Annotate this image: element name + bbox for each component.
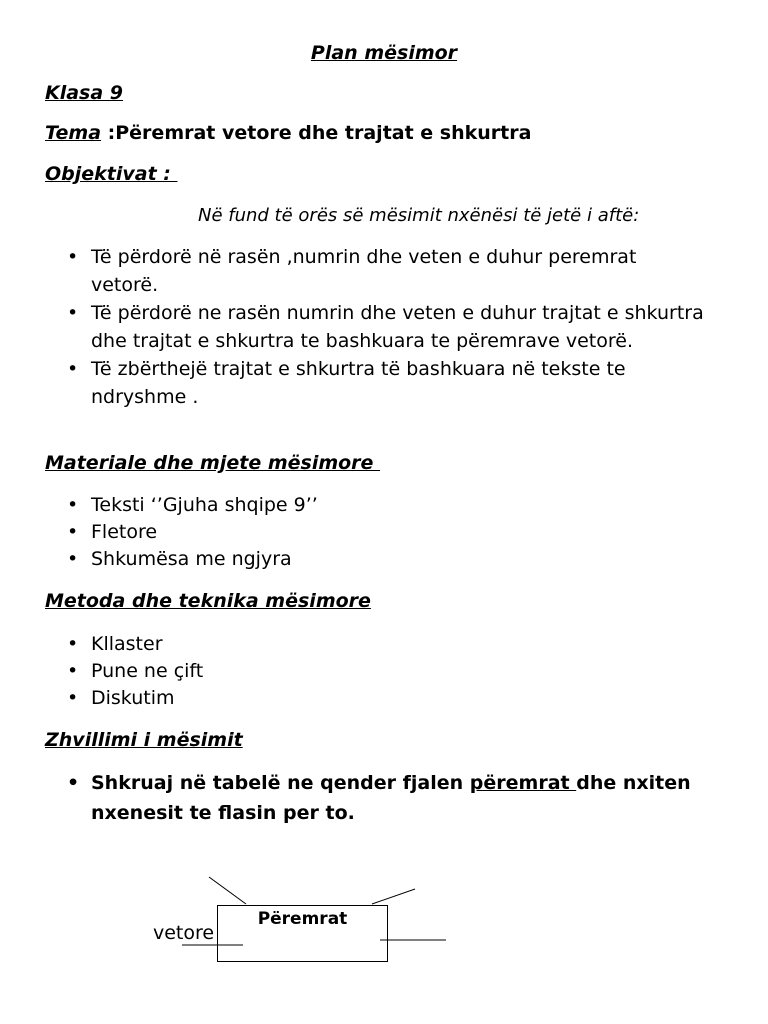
list-item: • Të përdorë në rasën ,numrin dhe veten e duhur peremrat vetorë.: [45, 243, 705, 299]
cluster-line-top-right: [372, 889, 415, 904]
page-title: Plan mësimor: [310, 42, 458, 64]
tema-label: Tema: [45, 122, 102, 144]
cluster-left-label: vetore: [153, 922, 215, 944]
list-item: • Pune ne çift: [45, 658, 203, 685]
cluster-center-box: [217, 905, 388, 962]
list-item: • Shkumësa me ngjyra: [45, 546, 318, 573]
list-item: • Teksti ‘’Gjuha shqipe 9’’: [45, 492, 318, 519]
list-item: • Diskutim: [45, 685, 203, 712]
cluster-center-label: Përemrat: [257, 909, 348, 929]
list-item: • Të përdorë ne rasën numrin dhe veten e duhur trajtat e shkurtra dhe trajtat e shkurtra te bashkuara te përemrave vetorë.: [45, 299, 705, 355]
list-item: • Kllaster: [45, 631, 203, 658]
metoda-heading: Metoda dhe teknika mësimore: [45, 590, 371, 612]
list-item: • Fletore: [45, 519, 318, 546]
tema-text: Përemrat vetore dhe trajtat e shkurtra: [115, 122, 532, 144]
objektivat-intro: Në fund të orës së mësimit nxënësi të jetë i aftë:: [198, 205, 640, 226]
zhvillimi-heading: Zhvillimi i mësimit: [45, 729, 243, 751]
materiale-heading: Materiale dhe mjete mësimore: [45, 452, 381, 474]
list-item: • Të zbërthejë trajtat e shkurtra të bashkuara në tekste te ndryshme .: [45, 355, 705, 411]
zhvillimi-text-before: Shkruaj në tabelë ne qender fjalen: [91, 772, 470, 794]
objektivat-heading: Objektivat :: [45, 163, 178, 185]
klasa-heading: Klasa 9: [45, 82, 124, 104]
tema-separator: :: [101, 122, 116, 144]
zhvillimi-keyword: përemrat: [469, 772, 577, 794]
zhvillimi-text-after: dhe nxiten nxenesit te flasin per to.: [91, 772, 691, 824]
cluster-line-top-left: [209, 877, 246, 904]
